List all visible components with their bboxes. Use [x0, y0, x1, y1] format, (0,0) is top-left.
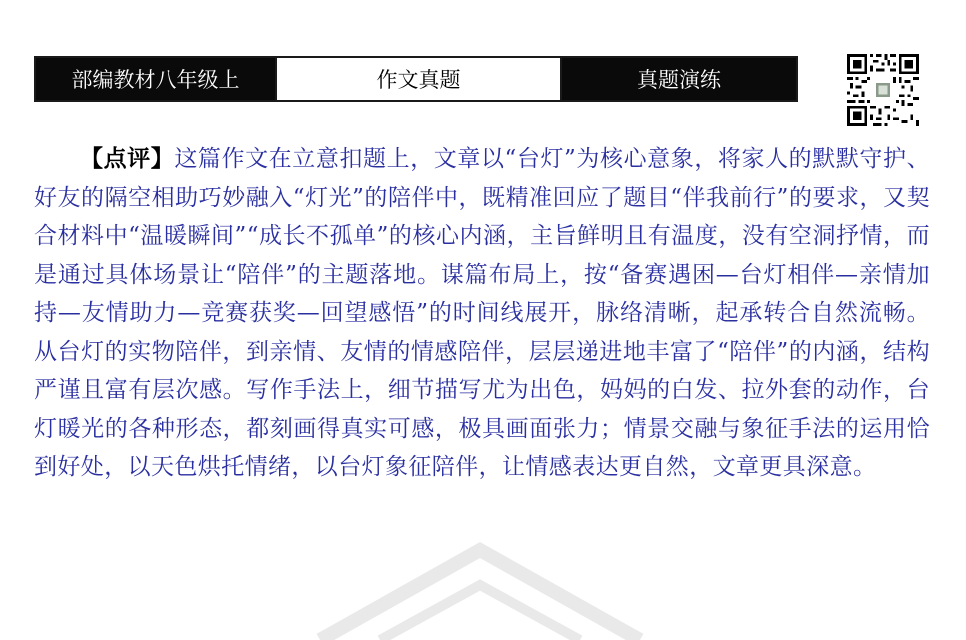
tab-essay-label: 作文真题 — [376, 68, 461, 92]
tab-practice — [562, 58, 796, 100]
comment-text: 这篇作文在立意扣题上，文章以“台灯”为核心意象，将家人的默默守护、好友的隔空相助巧妙融入“灯光”的陪伴中，既精准回应了题目“伴我前行”的要求，又契合材料中“温暖瞬间”“成长不孤单”的核心内涵，主旨鲜明且有温度，没有空洞抒情，而是通过具体场景让“陪伴”的主题落地。谋篇布局上，按“备赛遇困—台灯相伴—亲情加持—友情助力—竞赛获奖—回望感悟”的时间线展开，脉络清晰，起承转合自然流畅。从台灯的实物陪伴，到亲情、友情的情感陪伴，层层递进地丰富了“陪伴”的内涵，结构严谨且富有层次感。写作手法上，细节描写尤为出色，妈妈的白发、拉外套的动作，台灯暖光的各种形态，都刻画得真实可感，极具画面张力；情景交融与象征手法的运用恰到好处，以天色烘托情绪，以台灯象征陪伴，让情感表达更自然，文章更具深意。 — [34, 146, 930, 480]
tab-essay — [275, 58, 562, 100]
tab-textbook — [36, 58, 275, 100]
qr-code-icon — [847, 54, 919, 126]
tab-practice-label: 真题演练 — [637, 68, 721, 92]
header-bar — [34, 56, 798, 102]
watermark-logo — [300, 540, 660, 640]
comment-tag: 【点评】 — [80, 145, 175, 172]
comment-paragraph — [34, 140, 930, 487]
tab-textbook-label: 部编教材八年级上 — [71, 68, 240, 92]
